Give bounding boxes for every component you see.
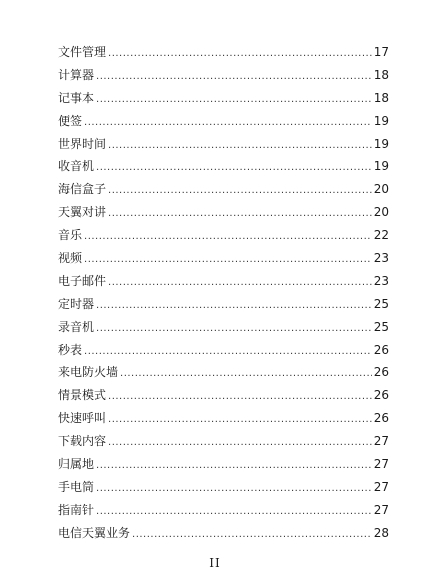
dot-leader: [108, 409, 372, 432]
toc-entry-page: 27: [373, 457, 389, 472]
toc-entry-title: 下载内容: [58, 434, 107, 449]
dot-leader: [96, 295, 372, 318]
toc-entry[interactable]: [58, 499, 389, 522]
toc-entry[interactable]: [58, 201, 389, 224]
toc-entry-page: 26: [373, 365, 389, 380]
toc-entry-page: 18: [373, 67, 389, 82]
dot-leader: [84, 112, 372, 135]
toc-entry-title: 指南针: [58, 502, 95, 517]
dot-leader: [84, 226, 372, 249]
toc-entry[interactable]: [58, 270, 389, 293]
toc-entry-page: 23: [373, 273, 389, 288]
dot-leader: [108, 386, 372, 409]
dot-leader: [96, 66, 372, 89]
dot-leader: [108, 203, 372, 226]
toc-entry-title: 手电筒: [58, 479, 95, 494]
toc-entry-title: 归属地: [58, 457, 95, 472]
toc-entry-page: 18: [373, 90, 389, 105]
toc-entry[interactable]: [58, 407, 389, 430]
toc-entry-page: 25: [373, 319, 389, 334]
toc-entry[interactable]: [58, 293, 389, 316]
dot-leader: [108, 43, 372, 66]
toc-entry-page: 28: [373, 525, 389, 540]
toc-entry-page: 26: [373, 411, 389, 426]
toc-entry-title: 收音机: [58, 159, 95, 174]
dot-leader: [96, 501, 372, 524]
toc-entry[interactable]: [58, 316, 389, 339]
dot-leader: [108, 135, 372, 158]
toc-entry-page: 22: [373, 228, 389, 243]
toc-entry-title: 情景模式: [58, 388, 107, 403]
toc-entry-title: 世界时间: [58, 136, 107, 151]
toc-entry-title: 文件管理: [58, 45, 107, 59]
toc-entry-title: 海信盒子: [58, 182, 107, 197]
toc-entry-title: 快速呼叫: [58, 411, 107, 426]
toc-entry-title: 定时器: [58, 296, 95, 311]
toc-entry-title: 来电防火墙: [58, 365, 119, 380]
dot-leader: [120, 363, 372, 386]
toc-entry-page: 19: [373, 136, 389, 151]
dot-leader: [132, 524, 372, 547]
toc-entry[interactable]: [58, 41, 389, 64]
dot-leader: [96, 455, 372, 478]
dot-leader: [84, 341, 372, 364]
toc-entry-title: 便签: [58, 113, 83, 128]
dot-leader: [96, 318, 372, 341]
toc-entry[interactable]: [58, 384, 389, 407]
toc-entry-title: 记事本: [58, 90, 95, 105]
dot-leader: [84, 249, 372, 272]
toc-entry-title: 视频: [58, 251, 83, 266]
toc-entry-page: 27: [373, 434, 389, 449]
toc-entry-page: 26: [373, 388, 389, 403]
table-of-contents: [58, 41, 389, 545]
toc-entry[interactable]: [58, 476, 389, 499]
toc-entry-title: 音乐: [58, 228, 83, 243]
toc-entry[interactable]: [58, 339, 389, 362]
toc-entry-page: 26: [373, 342, 389, 357]
dot-leader: [96, 89, 372, 112]
toc-entry-page: 27: [373, 479, 389, 494]
toc-entry[interactable]: [58, 87, 389, 110]
toc-entry-page: 20: [373, 182, 389, 197]
toc-entry[interactable]: [58, 64, 389, 87]
toc-entry-page: 19: [373, 159, 389, 174]
toc-entry-page: 25: [373, 296, 389, 311]
dot-leader: [96, 478, 372, 501]
toc-entry[interactable]: [58, 110, 389, 133]
toc-entry-title: 天翼对讲: [58, 205, 107, 220]
toc-entry-page: 27: [373, 502, 389, 517]
toc-entry[interactable]: [58, 453, 389, 476]
dot-leader: [108, 432, 372, 455]
toc-entry[interactable]: [58, 133, 389, 156]
toc-entry[interactable]: [58, 155, 389, 178]
toc-entry[interactable]: [58, 361, 389, 384]
toc-entry-title: 电子邮件: [58, 273, 107, 288]
toc-entry[interactable]: [58, 430, 389, 453]
toc-entry-title: 秒表: [58, 342, 83, 357]
page-number: II: [209, 556, 221, 570]
dot-leader: [96, 157, 372, 180]
toc-entry-page: 20: [373, 205, 389, 220]
dot-leader: [108, 272, 372, 295]
toc-entry-page: 23: [373, 251, 389, 266]
toc-entry-page: 17: [373, 45, 389, 59]
dot-leader: [108, 180, 372, 203]
toc-entry-title: 电信天翼业务: [58, 525, 131, 540]
toc-entry[interactable]: [58, 522, 389, 545]
toc-entry[interactable]: [58, 224, 389, 247]
toc-entry-page: 19: [373, 113, 389, 128]
toc-entry-title: 计算器: [58, 67, 95, 82]
toc-entry[interactable]: [58, 178, 389, 201]
toc-entry[interactable]: [58, 247, 389, 270]
toc-entry-title: 录音机: [58, 319, 95, 334]
